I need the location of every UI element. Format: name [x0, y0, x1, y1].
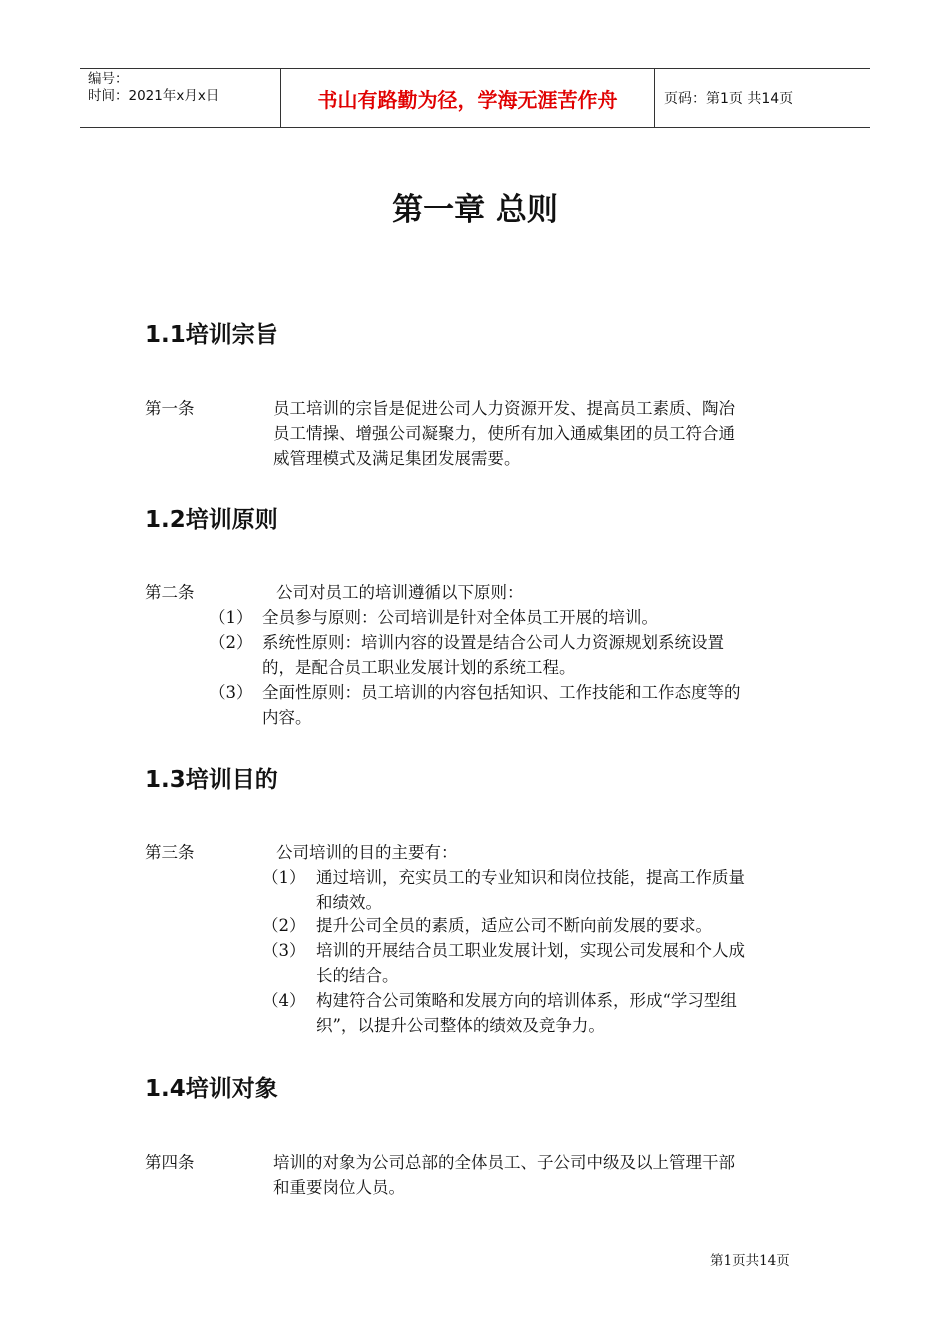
header-motto: 书山有路勤为径，学海无涯苦作舟: [281, 69, 655, 127]
text-line: 通过培训，充实员工的专业知识和岗位技能，提高工作质量: [316, 868, 745, 887]
article-label: 第一条: [145, 399, 195, 418]
text-line: 全面性原则：员工培训的内容包括知识、工作技能和工作态度等的: [262, 683, 741, 702]
article-label: 第二条: [145, 583, 195, 602]
text-line: 提升公司全员的素质，适应公司不断向前发展的要求。: [316, 916, 712, 935]
item-number: （1）: [262, 868, 306, 887]
code-label: 编号：: [88, 71, 129, 87]
item-number: （3）: [209, 683, 253, 702]
article-label: 第四条: [145, 1153, 195, 1172]
text-line: 内容。: [262, 708, 312, 727]
item-number: （3）: [262, 941, 306, 960]
text-line: 员工培训的宗旨是促进公司人力资源开发、提高员工素质、陶冶: [273, 399, 735, 418]
list-item: [316, 913, 712, 938]
text-line: 培训的开展结合员工职业发展计划，实现公司发展和个人成: [316, 941, 745, 960]
text-line: 员工情操、增强公司凝聚力，使所有加入通威集团的员工符合通: [273, 424, 735, 443]
page-header: [80, 68, 870, 128]
list-item: [262, 605, 658, 630]
section-heading: 1.4培训对象: [145, 1076, 278, 1102]
list-item: [262, 630, 724, 680]
item-number: （4）: [262, 991, 306, 1010]
article-intro: 公司培训的目的主要有：: [276, 843, 458, 862]
article-intro: 公司对员工的培训遵循以下原则：: [276, 583, 524, 602]
text-line: 全员参与原则：公司培训是针对全体员工开展的培训。: [262, 608, 658, 627]
header-meta: [80, 69, 281, 127]
text-line: 和重要岗位人员。: [273, 1178, 405, 1197]
text-line: 长的结合。: [316, 966, 399, 985]
list-item: [316, 938, 745, 988]
text-line: 和绩效。: [316, 893, 382, 912]
text-line: 系统性原则：培训内容的设置是结合公司人力资源规划系统设置: [262, 633, 724, 652]
text-line: 的，是配合员工职业发展计划的系统工程。: [262, 658, 576, 677]
text-line: 织”，以提升公司整体的绩效及竞争力。: [316, 1016, 605, 1035]
date-label: 时间：2021年x月x日: [88, 88, 220, 104]
article-text: [273, 1150, 735, 1200]
section-heading: 1.2培训原则: [145, 507, 278, 533]
article-label: 第三条: [145, 843, 195, 862]
list-item: [316, 865, 745, 915]
chapter-title: 第一章 总则: [392, 192, 558, 228]
page-footer: 第1页共14页: [710, 1253, 790, 1269]
text-line: 培训的对象为公司总部的全体员工、子公司中级及以上管理干部: [273, 1153, 735, 1172]
section-heading: 1.3培训目的: [145, 767, 278, 793]
item-number: （2）: [262, 916, 306, 935]
list-item: [262, 680, 741, 730]
item-number: （1）: [209, 608, 253, 627]
text-line: 威管理模式及满足集团发展需要。: [273, 449, 521, 468]
header-page-info: 页码：第1页 共14页: [664, 91, 794, 107]
list-item: [316, 988, 737, 1038]
item-number: （2）: [209, 633, 253, 652]
section-heading: 1.1培训宗旨: [145, 322, 278, 348]
article-text: [273, 396, 735, 471]
text-line: 构建符合公司策略和发展方向的培训体系，形成“学习型组: [316, 991, 737, 1010]
